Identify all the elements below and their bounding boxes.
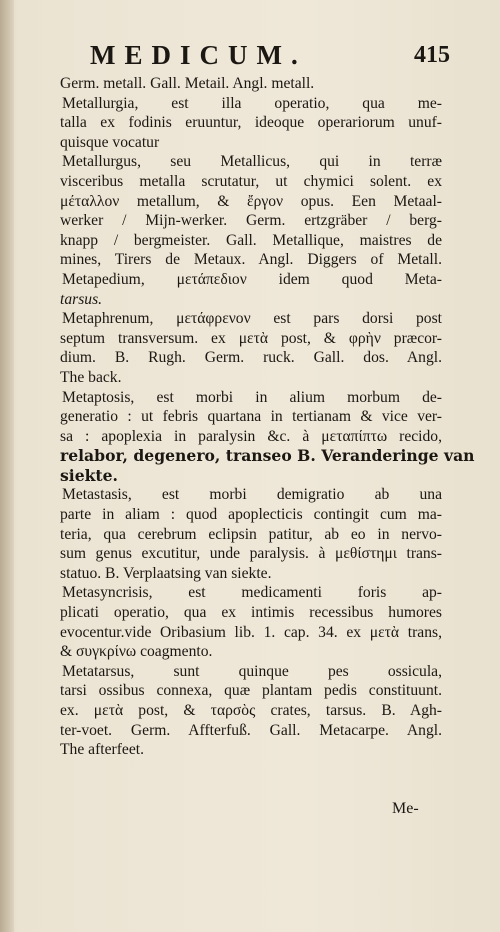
text-line: Metaptosis, est morbi in alium morbum de- xyxy=(62,388,442,406)
text-line: sum genus excutitur, unde paralysis. à μεθίστημι trans- xyxy=(60,545,442,563)
text-line: Metapedium, μετάπεδιον idem quod Meta- xyxy=(62,270,442,288)
text-line: plicati operatio, qua ex intimis recessibus humores xyxy=(60,604,442,622)
text-line: Metallurgia, est illa operatio, qua me- xyxy=(62,94,442,112)
text-line: Metastasis, est morbi demigratio ab una xyxy=(62,486,442,504)
text-line: Metasyncrisis, est medicamenti foris ap- xyxy=(62,584,442,602)
text-line: mines, Tirers de Metaux. Angl. Diggers of Metall. xyxy=(60,251,442,269)
text-line: Germ. metall. Gall. Metail. Angl. metall. xyxy=(60,75,315,92)
text-line: tarsi ossibus connexa, quæ plantam pedis constituunt. xyxy=(60,682,442,700)
text-line: septum transversum. ex μετὰ post, & φρὴν præcor- xyxy=(60,329,442,347)
text-line: The afterfeet. xyxy=(60,741,144,759)
text-line: werker / Mijn-werker. Germ. ertzgräber / berg- xyxy=(60,212,442,230)
running-head: MEDICUM. xyxy=(90,40,307,70)
text-line: & συγκρίνω coagmento. xyxy=(60,643,213,661)
text-line: statuo. B. Verplaatsing van siekte. xyxy=(60,564,272,582)
text-line: ter-voet. Germ. Affterfuß. Gall. Metacarpe. Angl. xyxy=(60,721,442,739)
text-line: talla ex fodinis eruuntur, ideoque operariorum unuf- xyxy=(60,114,442,132)
text-line: quisque vocatur xyxy=(60,133,160,151)
text-line: dium. B. Rugh. Germ. ruck. Gall. dos. Angl. xyxy=(60,349,442,367)
text-line: Metaphrenum, μετάφρενον est pars dorsi post xyxy=(62,310,442,328)
text-line: visceribus metalla scrutatur, ut chymici solent. ex xyxy=(60,172,442,190)
text-line: The back. xyxy=(60,368,122,386)
text-line: teria, qua cerebrum eclipsin patitur, ab eo in nervo- xyxy=(60,525,442,543)
text-line: ex. μετὰ post, & ταρσὸς crates, tarsus. B. Agh- xyxy=(60,702,442,719)
page-header xyxy=(90,40,450,74)
catchword: Me- xyxy=(392,800,419,817)
binding-gutter xyxy=(0,0,14,932)
text-line: Metatarsus, sunt quinque pes ossicula, xyxy=(62,662,442,680)
page-number: 415 xyxy=(414,42,450,68)
text-line: knapp / bergmeister. Gall. Metallique, maistres de xyxy=(60,231,442,249)
text-line: Metallurgus, seu Metallicus, qui in terræ xyxy=(62,153,442,171)
text-line: relabor, degenero, transeo B. Veranderinge van xyxy=(60,446,475,466)
text-line: parte in aliam : quod apoplecticis contingit cum ma- xyxy=(60,506,442,524)
text-line: tarsus. xyxy=(60,290,103,308)
text-line: siekte. xyxy=(60,465,118,485)
text-line: μέταλλον metallum, & ἔργον opus. Een Metaal- xyxy=(60,192,442,210)
text-line: generatio : ut febris quartana in tertianam & vice ver- xyxy=(60,408,442,426)
text-line: sa : apoplexia in paralysin &c. à μεταπίπτω recido, xyxy=(60,427,442,445)
dictionary-text xyxy=(60,74,475,760)
text-line: evocentur.vide Oribasium lib. 1. cap. 34. ex μετὰ trans, xyxy=(60,623,442,641)
